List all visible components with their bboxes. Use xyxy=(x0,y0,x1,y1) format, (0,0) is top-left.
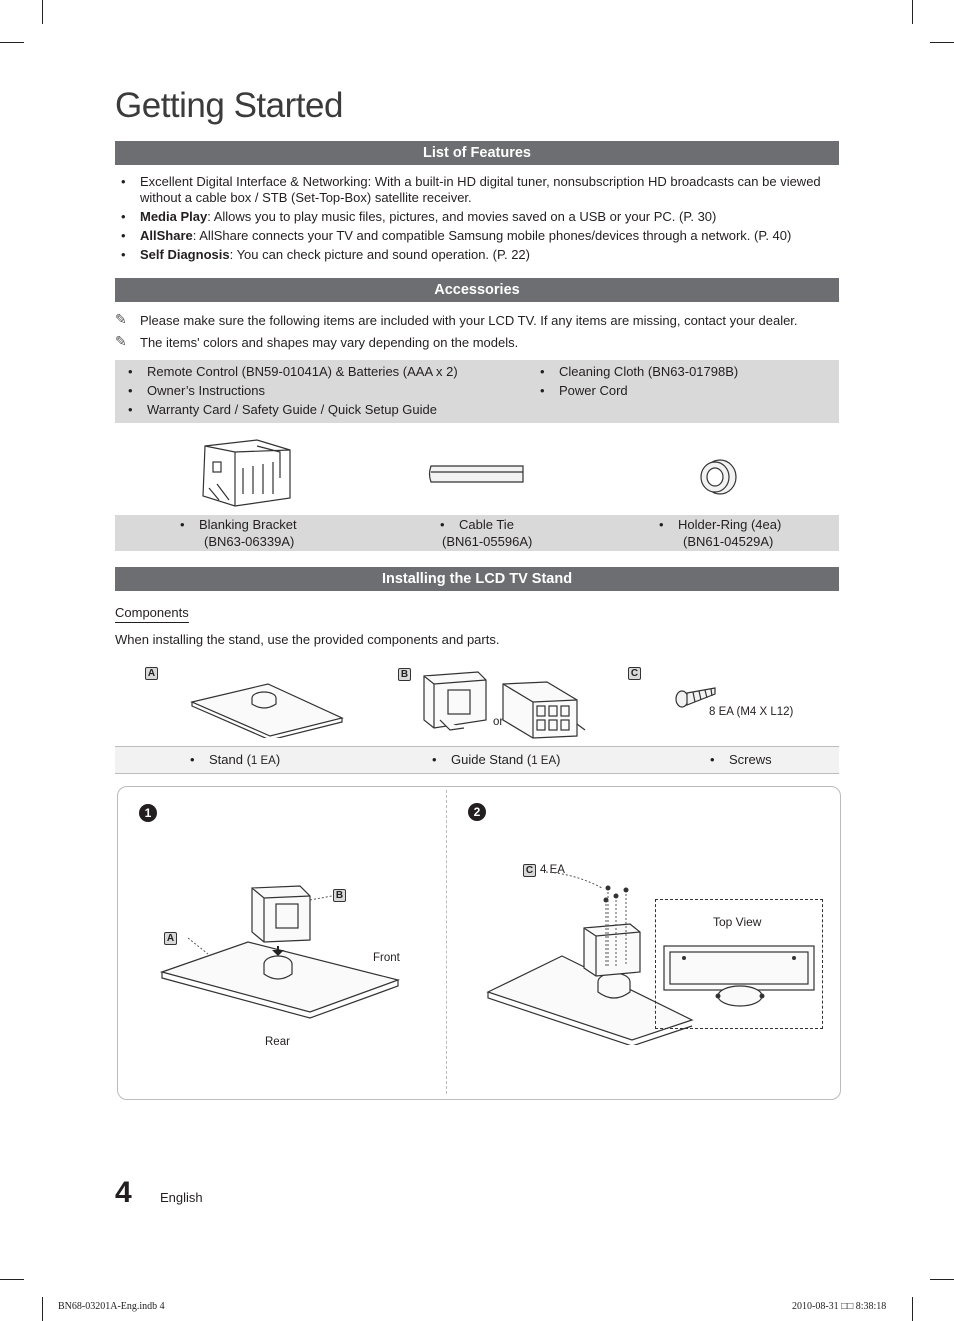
component-close: ) xyxy=(556,752,561,767)
label-b-badge: B xyxy=(333,889,346,902)
pencil-note-icon: ✎ xyxy=(115,311,127,327)
part-name: Holder-Ring (4ea) xyxy=(678,517,782,532)
components-subheading: Components xyxy=(115,605,189,623)
step-2-number: 2 xyxy=(468,803,486,821)
accessory-item: • Remote Control (BN59-01041A) & Batteries (AAA x 2) xyxy=(147,364,458,380)
blanking-bracket-illustration xyxy=(195,438,295,510)
section-header-accessories: Accessories xyxy=(115,278,839,302)
bullet-icon: • xyxy=(180,517,185,532)
feature-text: : AllShare connects your TV and compatible Samsung mobile phones/devices through a network. (P. 40) xyxy=(192,228,792,243)
step-1-number: 1 xyxy=(139,804,157,822)
component-name: Screws xyxy=(729,752,772,767)
crop-mark xyxy=(912,0,913,24)
holder-ring-illustration xyxy=(698,458,738,496)
rear-label: Rear xyxy=(265,1036,290,1048)
feature-item xyxy=(140,174,821,206)
part-name: Cable Tie xyxy=(459,517,514,532)
bullet-icon: • xyxy=(710,752,715,767)
bullet-icon: • xyxy=(432,752,437,767)
component-label xyxy=(451,752,561,769)
page-number: 4 xyxy=(115,1176,132,1209)
guide-stand-illustration-b xyxy=(497,680,589,742)
feature-text: without a cable box / STB (Set-Top-Box) satellite receiver. xyxy=(140,190,472,205)
feature-name: AllShare xyxy=(140,228,193,243)
accessory-item: • Warranty Card / Safety Guide / Quick Setup Guide xyxy=(147,402,437,418)
feature-item xyxy=(140,209,716,225)
feature-name: Media Play xyxy=(140,209,208,224)
label-b-badge: B xyxy=(398,668,411,681)
section-header-stand: Installing the LCD TV Stand xyxy=(115,567,839,591)
crop-mark xyxy=(912,1297,913,1321)
crop-mark xyxy=(930,42,954,43)
label-c-badge: C xyxy=(628,667,641,680)
footer-timestamp: 2010-08-31 □□ 8:38:18 xyxy=(792,1301,887,1312)
guide-stand-illustration-a xyxy=(420,670,490,732)
page-language: English xyxy=(160,1190,203,1205)
step-divider xyxy=(446,790,447,1094)
screw-count-label: 4 EA xyxy=(540,864,565,876)
feature-item xyxy=(140,247,530,263)
feature-text: : You can check picture and sound operation. (P. 22) xyxy=(229,247,530,262)
component-name: Guide Stand ( xyxy=(451,752,532,767)
feature-text: : Allows you to play music files, pictures, and movies saved on a USB or your PC. (P. 30) xyxy=(207,209,717,224)
label-a-badge: A xyxy=(164,932,177,945)
feature-name: Self Diagnosis xyxy=(140,247,230,262)
crop-mark xyxy=(0,42,24,43)
note-text: Please make sure the following items are included with your LCD TV. If any items are missing, contact your dealer. xyxy=(140,313,798,328)
pencil-note-icon: ✎ xyxy=(115,333,127,349)
components-intro: When installing the stand, use the provided components and parts. xyxy=(115,632,500,647)
part-code: (BN61-05596A) xyxy=(442,534,533,549)
component-qty: 1 EA xyxy=(250,755,276,767)
footer-file-name: BN68-03201A-Eng.indb 4 xyxy=(58,1301,165,1312)
accessory-item: • Cleaning Cloth (BN63-01798B) xyxy=(559,364,738,380)
top-view-label: Top View xyxy=(713,915,762,929)
front-label: Front xyxy=(373,952,400,964)
crop-mark xyxy=(42,0,43,24)
section-header-features: List of Features xyxy=(115,141,839,165)
label-a-badge: A xyxy=(145,667,158,680)
component-label xyxy=(209,752,280,769)
accessory-item: • Owner’s Instructions xyxy=(147,383,265,399)
bullet-icon: • xyxy=(440,517,445,532)
crop-mark xyxy=(42,1297,43,1321)
feature-text: Excellent Digital Interface & Networking: With a built-in HD digital tuner, nonsubscription HD broadcasts can be viewed xyxy=(140,174,821,189)
crop-mark xyxy=(930,1279,954,1280)
screw-quantity: 8 EA (M4 X L12) xyxy=(709,706,794,718)
bullet-icon: • xyxy=(190,752,195,767)
component-name: Stand ( xyxy=(209,752,251,767)
bullet-icon: • xyxy=(659,517,664,532)
page-title: Getting Started xyxy=(115,86,343,125)
part-name: Blanking Bracket xyxy=(199,517,297,532)
stand-base-illustration xyxy=(190,680,345,738)
crop-mark xyxy=(0,1279,24,1280)
note-text: The items' colors and shapes may vary depending on the models. xyxy=(140,335,519,350)
feature-item xyxy=(140,228,791,244)
component-qty: 1 EA xyxy=(531,755,557,767)
label-c-badge: C xyxy=(523,864,536,877)
part-code: (BN63-06339A) xyxy=(204,534,295,549)
or-label: or xyxy=(493,716,504,728)
part-code: (BN61-04529A) xyxy=(683,534,774,549)
component-close: ) xyxy=(275,752,281,767)
accessory-item: • Power Cord xyxy=(559,383,628,399)
top-view-illustration xyxy=(660,940,818,1010)
cable-tie-illustration xyxy=(428,462,526,486)
